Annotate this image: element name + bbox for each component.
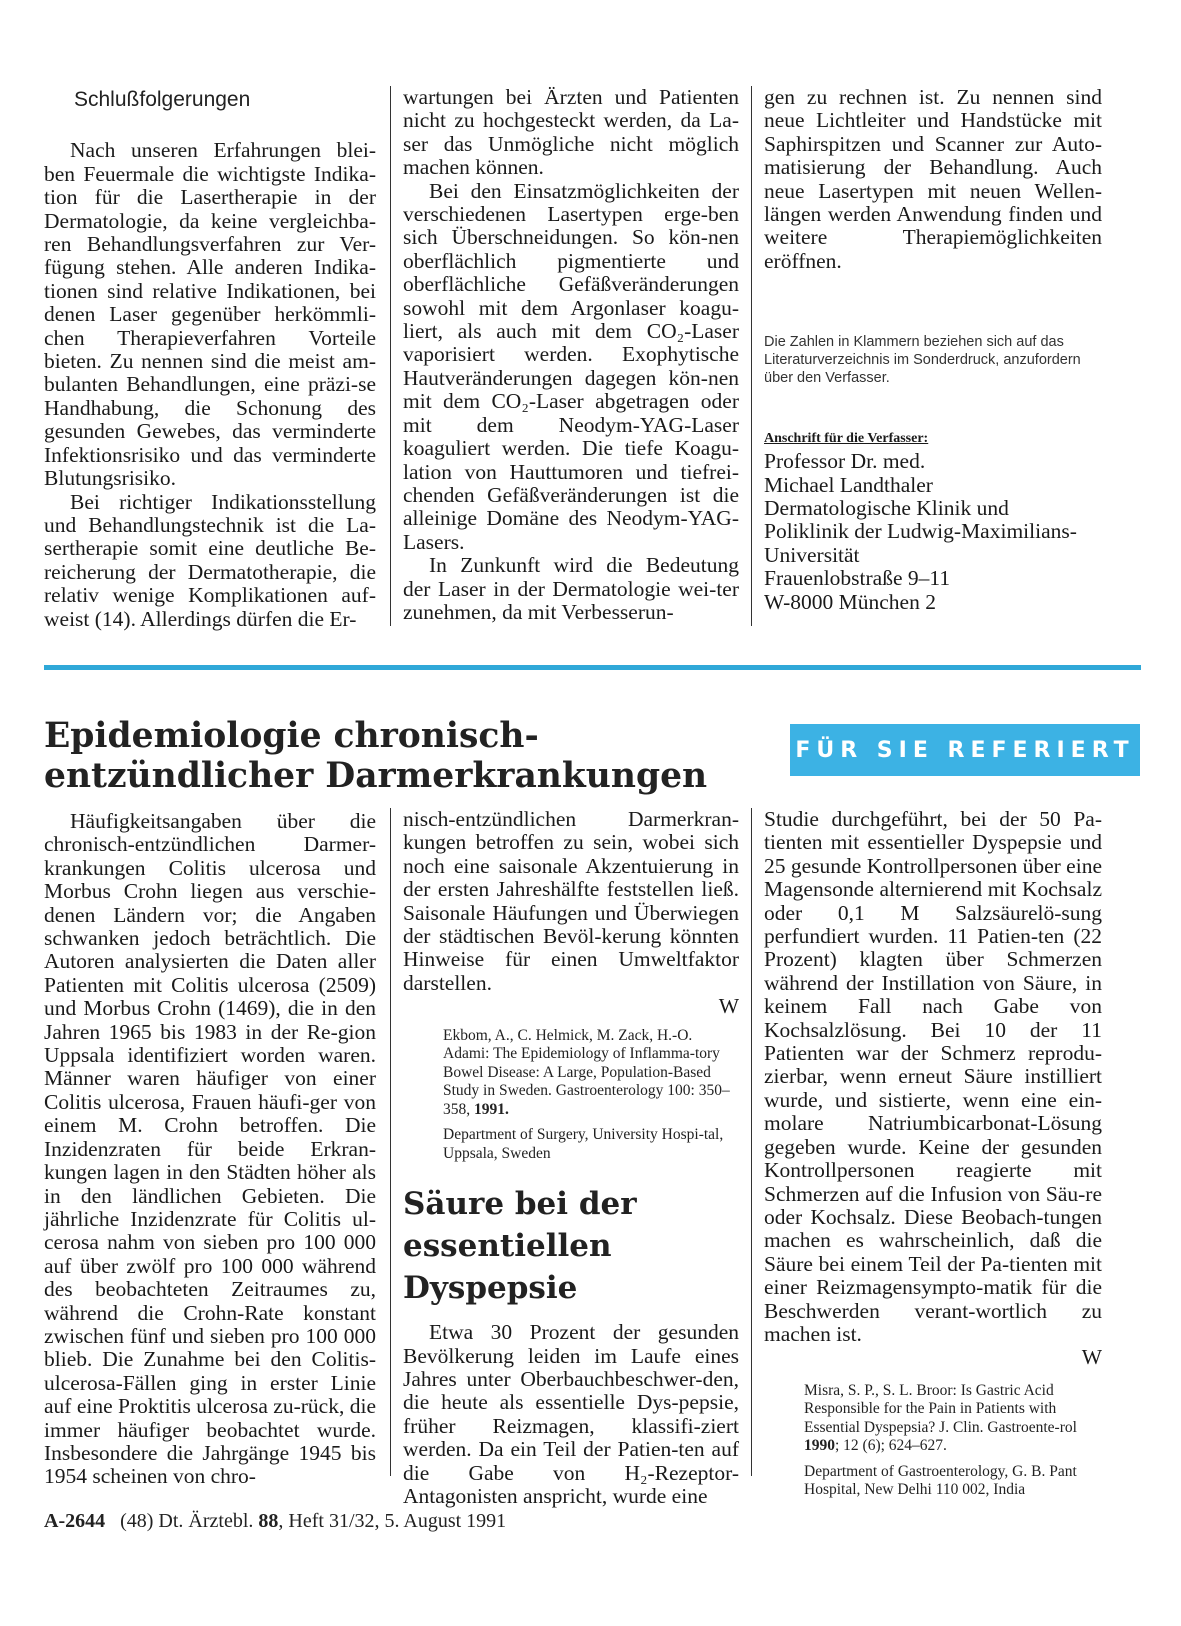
page-footer (44, 1510, 506, 1533)
paragraph: nisch-entzündlichen Darmerkran-kungen betroffen zu sein, wobei sich noch eine saisonale Akzentuierung in der ersten Jahreshälfte feststellen ließ. Saisonale Häufungen und Überwiegen der städtischen Bevöl-kerung könnten Hinweise für einen Umweltfaktor darstellen. (403, 807, 739, 995)
address-line: Poliklinik der Ludwig-Maximilians- (764, 519, 1077, 544)
article-headline: Säure bei der essentiellen Dyspepsie (403, 1186, 637, 1307)
author-address (764, 431, 1102, 614)
top-column-2 (403, 86, 739, 624)
address-line: Dermatologische Klinik und (764, 496, 1009, 521)
article-headline: Epidemiologie chronisch-entzündlicher Darmerkrankungen (44, 716, 708, 796)
article2-column-3 (764, 808, 1102, 1507)
reference (443, 1027, 739, 1164)
volume-number: 88 (258, 1510, 279, 1532)
page-number: (48) Dt. Ärztebl. (120, 1510, 254, 1532)
address-line: Michael Landthaler (764, 472, 933, 497)
top-column-3 (764, 86, 1102, 614)
paragraph: Häufigkeitsangaben über die chronisch-entzündlichen Darmer-krankungen Colitis ulcerosa und Morbus Crohn liegen aus verschie-denen Ländern vor; die Angaben schwanken jedoch beträchtlich. Die Autoren analysierten die Daten aller Patienten mit Colitis ulcerosa (2509) und Morbus Crohn (1469), die in den Jahren 1965 bis 1983 in der Re-gion Uppsala identifiziert worden waren. Männer waren häufiger von einer Colitis ulcerosa, Frauen häufi-ger von einem M. Crohn betroffen. Die Inzidenzraten für beide Erkran-kungen lagen in den Städten höher als in den ländlichen Gebieten. Die jährliche Inzidenzrate für Colitis ul-cerosa nahm von sieben pro 100 000 auf über zwölf pro 100 000 während des beobachteten Zeitraumes zu, während die Crohn-Rate konstant zwischen fünf und sieben pro 100 000 blieb. Die Zunahme bei den Colitis-ulcerosa-Fällen ging in erster Linie auf eine Proktitis ulcerosa zu-rück, die immer häufiger beobachtet wurde. Insbesondere die Jahrgänge 1945 bis 1954 scheinen von chro- (44, 809, 376, 1489)
address-label: Anschrift für die Verfasser: (764, 431, 929, 447)
citation-rest: ; 12 (6); 624–627. (835, 1437, 947, 1455)
column-divider (751, 86, 752, 626)
address-line: Frauenlobstraße 9–11 (764, 566, 951, 591)
author-initial: W (1081, 1345, 1102, 1370)
author-initial: W (718, 994, 739, 1019)
reference (804, 1382, 1102, 1500)
paragraph: Studie durchgeführt, bei der 50 Pa-tienten mit essentieller Dyspepsie und 25 gesunde Kontrollpersonen über eine Magensonde alternierend mit Kochsalz oder 0,1 M Salzsäurelö-sung perfundiert wurden. 11 Patien-ten (22 Prozent) klagten über Schmerzen während der Instillation von Säure, in keinem Fall nach Gabe von Kochsalzlösung. Bei 10 der 11 Patienten war der Schmerz reprodu-zierbar, wenn erneut Säure instilliert wurde, und sistierte, wenn eine ein-molare Natriumbicarbonat-Lösung gegeben wurde. Keine der gesunden Kontrollpersonen reagierte mit Schmerzen auf die Infusion von Säu-re oder Kochsalz. Diese Beobach-tungen machen es wahrscheinlich, daß die Säure bei einem Teil der Pa-tienten mit einer Reizmagensympto-matik für die Beschwerden verant-wortlich zu machen ist. (764, 807, 1102, 1346)
address-line: Universität (764, 542, 860, 567)
issue-info: , Heft 31/32, 5. August 1991 (278, 1510, 507, 1532)
address-line: W-8000 München 2 (764, 589, 936, 614)
address-line: Professor Dr. med. (764, 449, 926, 474)
paragraph: Bei den Einsatzmöglichkeiten der verschiedenen Lasertypen erge-ben sich Überschneidungen. So kön-nen oberflächlich pigmentierte und oberflächliche Gefäßveränderungen sowohl mit dem Argonlaser koagu-liert, als auch mit dem CO₂-Laser vaporisiert werden. Exophytische Hautveränderungen dagegen kön-nen mit dem CO₂-Laser abgetragen oder mit dem Neodym-YAG-Laser koaguliert werden. Die tiefe Koagu-lation von Hauttumoren und tiefrei-chenden Gefäßveränderungen ist die alleinige Domäne des Neodym-YAG-Lasers. (403, 178, 739, 554)
paragraph: In Zunkunft wird die Bedeutung der Laser in der Dermatologie wei-ter zunehmen, da mit Verbesserun- (403, 553, 739, 624)
column-divider (751, 808, 752, 1476)
citation: Ekbom, A., C. Helmick, M. Zack, H.-O. Adami: The Epidemiology of Inflamma-tory Bowel Disease: A Large, Population-Based Study in Sweden. Gastroenterology 100: 350–358, (443, 1026, 730, 1118)
paragraph: Bei richtiger Indikationsstellung und Behandlungstechnik ist die La-sertherapie somit eine deutliche Be-reicherung der Dermatotherapie, die relativ wenige Komplikationen auf-weist (14). Allerdings dürfen die Er- (44, 489, 376, 631)
affiliation: Department of Surgery, University Hospi-tal, Uppsala, Sweden (443, 1126, 724, 1162)
section-subhead: Schlußfolgerungen (74, 88, 251, 111)
citation: Misra, S. P., S. L. Broor: Is Gastric Acid Responsible for the Pain in Patients with Essential Dyspepsia? J. Clin. Gastroente-rol (804, 1381, 1077, 1436)
column-divider (390, 86, 391, 626)
section-badge: FÜR SIE REFERIERT (790, 724, 1140, 776)
paragraph: Nach unseren Erfahrungen blei-ben Feuermale die wichtigste Indika-tion für die Lasertherapie in der Dermatologie, da keine vergleichba-ren Behandlungsverfahren zur Ver-fügung stehen. Alle anderen Indika-tionen sind relative Indikationen, bei denen Laser gegenüber herkömmli-chen Therapieverfahren Vorteile bieten. Zu nennen sind die meist am-bulanten Behandlungen, eine präzi-se Handhabung, die Schonung des gesunden Gewebes, das verminderte Infektionsrisiko und das verminderte Blutungsrisiko. (44, 138, 376, 491)
paragraph: gen zu rechnen ist. Zu nennen sind neue Lichtleiter und Handstücke mit Saphirspitzen und Scanner zur Auto-matisierung der Behandlung. Auch neue Lasertypen mit neuen Wellen-längen werden Anwendung finden und weitere Therapiemöglichkeiten eröffnen. (764, 85, 1102, 273)
article1-column-1 (44, 810, 376, 1489)
paragraph: Etwa 30 Prozent der gesunden Bevölkerung leiden im Laufe eines Jahres unter Oberbauchbeschwer-den, die heute als essentielle Dys-pepsie, früher Reizmagen, klassifi-ziert werden. Da ein Teil der Patien-ten auf die Gabe von H₂-Rezeptor-Antagonisten anspricht, wurde eine (403, 1320, 739, 1508)
section-divider (44, 665, 1141, 670)
paragraph: wartungen bei Ärzten und Patienten nicht zu hochgesteckt werden, da La-ser das Unmögliche nicht möglich machen können. (403, 85, 739, 180)
article1-column-2 (403, 808, 739, 1508)
citation-year: 1991. (474, 1100, 509, 1118)
reference-note: Die Zahlen in Klammern beziehen sich auf das Literaturverzeichnis im Sonderdruck, anzufordern über den Verfasser. (764, 334, 1081, 387)
column-divider (390, 808, 391, 1476)
citation-year: 1990 (804, 1437, 835, 1455)
affiliation: Department of Gastroenterology, G. B. Pant Hospital, New Delhi 110 002, India (804, 1462, 1077, 1499)
top-column-1 (44, 88, 376, 631)
page-code: A-2644 (44, 1510, 106, 1532)
